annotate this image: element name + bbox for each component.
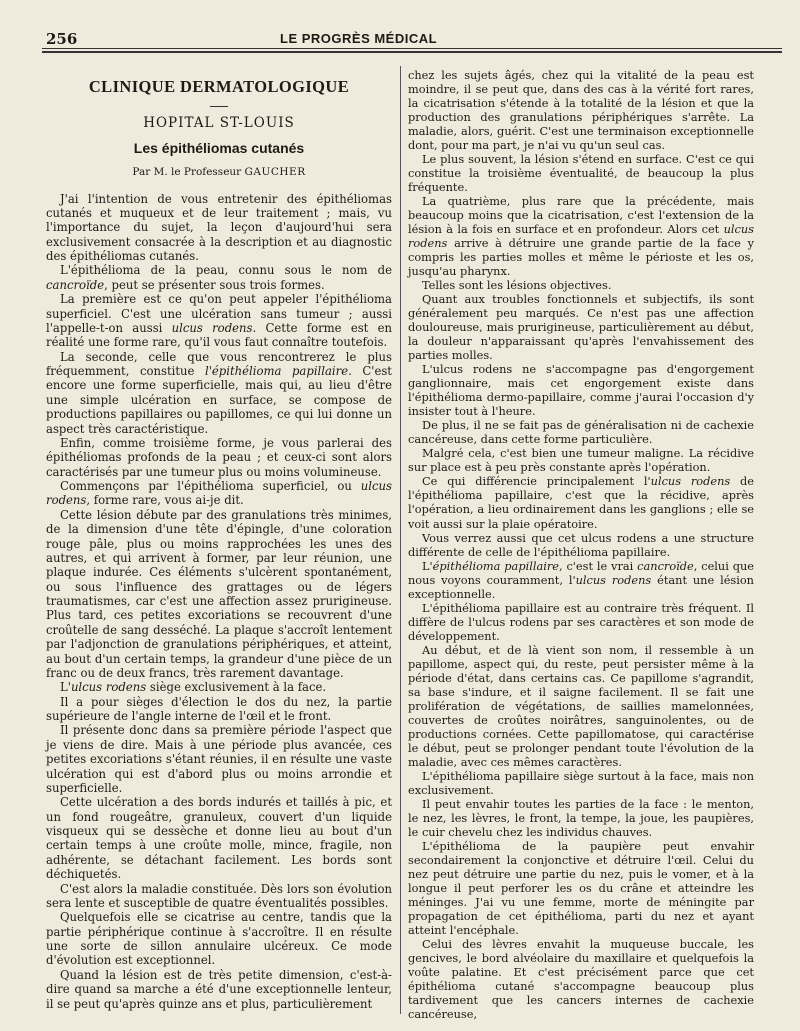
paragraph bbox=[46, 292, 392, 350]
paragraph bbox=[46, 910, 392, 968]
paragraph-text: Malgré cela, c'est bien une tumeur maligne. La récidive sur place est à peu près constante après l'opération. bbox=[408, 446, 754, 475]
paragraph bbox=[408, 152, 754, 194]
page-number: 256 bbox=[46, 30, 78, 48]
italic-term: ulcus rodens bbox=[650, 474, 731, 489]
paragraph-text: de l'épithélioma papillaire, c'est que la récidive, après l'opération, a lieu ordinairement dans les ganglions ; elle se voit aussi sur la plaie opératoire. bbox=[408, 474, 754, 531]
paragraph-text: L' bbox=[422, 558, 433, 573]
italic-term: ulcus rodens bbox=[575, 572, 652, 587]
paragraph bbox=[408, 531, 754, 559]
title-separator bbox=[46, 98, 392, 108]
paragraph-text: Commençons par l'épithélioma superficiel, ou bbox=[60, 479, 361, 493]
paragraph bbox=[408, 446, 754, 474]
article-title: Les épithéliomas cutanés bbox=[133, 139, 305, 156]
right-column bbox=[408, 66, 754, 1021]
page-header bbox=[42, 28, 782, 54]
paragraph bbox=[46, 479, 392, 508]
left-column-body bbox=[46, 192, 392, 1011]
paragraph-text: , celui que nous voyons couramment, l' bbox=[408, 558, 754, 587]
italic-term: cancroïde bbox=[46, 277, 105, 292]
paragraph bbox=[46, 508, 392, 681]
paragraph bbox=[408, 278, 754, 292]
byline bbox=[46, 165, 392, 179]
paragraph-text: Enfin, comme troisième forme, je vous parlerai des épithéliomas profonds de la peau ; et ceux-ci sont alors caractérisés par une tumeur plus ou moins volumineuse. bbox=[46, 435, 392, 479]
byline-prefix: Par M. le Professeur bbox=[132, 166, 242, 179]
paragraph-text: Cette lésion débute par des granulations très minimes, de la dimension d'une tête d'épingle, d'une coloration rouge pâle, plus ou moins rapprochées les unes des autres, et qui arrivent à former, par leur réunion, une plaque indurée. Ces éléments s'ulcèrent spontanément, ou sous l'influence des grattages ou de légers traumatismes, car c'est une affection assez prurigineuse. Plus tard, ces petites excoriations se recouvrent d'une croûtelle de sang desséché. La plaque s'accroît lentement par l'adjonction de granulations périphériques, et atteint, au bout d'un certain temps, la grandeur d'une pièce de un franc ou de deux francs, très rarement davantage. bbox=[46, 507, 392, 680]
paragraph-text: La seconde, celle que vous rencontrerez le plus fréquemment, constitue bbox=[46, 349, 392, 378]
paragraph-text: L'épithélioma de la paupière peut envahir secondairement la conjonctive et détruire l'œil. Celui du nez peut détruire une partie du nez, puis le vomer, et à la longue il peut perforer les os du crâne et atteindre les méninges. J'ai vu une femme, morte de méningite par propagation de cet épithélioma, parti du nez et ayant atteint l'encéphale. bbox=[408, 838, 754, 937]
paragraph-text: Celui des lèvres envahit la muqueuse buccale, les gencives, le bord alvéolaire du maxillaire et quelquefois la voûte palatine. Et c'est précisément parce que cet épithélioma cutané s'accompagne beaucoup plus tardivement que les cancers internes de cachexie cancéreuse, bbox=[408, 936, 754, 1022]
paragraph bbox=[408, 643, 754, 769]
paragraph bbox=[46, 882, 392, 911]
paragraph bbox=[408, 194, 754, 278]
paragraph-text: Ce qui différencie principalement l' bbox=[422, 474, 651, 489]
hospital-name: HOPITAL ST-LOUIS bbox=[143, 115, 295, 132]
paragraph-text: arrive à détruire une grande partie de la face y compris les parties molles et même le périoste et les os, jusqu'au pharynx. bbox=[408, 236, 754, 279]
paragraph-text: , peut se présenter sous trois formes. bbox=[104, 277, 325, 292]
paragraph bbox=[46, 695, 392, 724]
italic-term: ulcus rodens bbox=[46, 479, 392, 508]
italic-term: ulcus rodens bbox=[70, 680, 147, 695]
paragraph bbox=[46, 436, 392, 479]
paragraph-text: L'ulcus rodens ne s'accompagne pas d'engorgement ganglionnaire, mais cet engorgement existe dans l'épithélioma dermo-papillaire, comme j'aurai l'occasion d'y insister tout à l'heure. bbox=[408, 362, 754, 419]
paragraph-text: Au début, et de là vient son nom, il ressemble à un papillome, aspect qui, du reste, peut persister même à la période d'état, dans certains cas. Ce papillome s'agrandit, sa base s'indure, et il saigne facilement. Il se fait une prolifération de végétations, de saillies mamelonnées, couvertes de croûtes noirâtres, sanguinolentes, ou de productions cornées. Cette papillomatose, qui caractérise le début, peut se prolonger pendant toute l'évolution de la maladie, avec ces mêmes caractères. bbox=[408, 642, 754, 769]
paragraph bbox=[408, 559, 754, 601]
header-rule bbox=[42, 48, 782, 49]
paragraph bbox=[46, 968, 392, 1011]
paragraph-text: Quand la lésion est de très petite dimension, c'est-à-dire quand sa marche a été d'une exceptionnelle lenteur, il se peut qu'après quinze ans et plus, particulièrement bbox=[46, 967, 392, 1011]
italic-term: l'épithélioma papillaire bbox=[204, 364, 349, 378]
section-title: CLINIQUE DERMATOLOGIQUE bbox=[88, 77, 350, 96]
paragraph-text: L' bbox=[60, 680, 71, 695]
journal-title: LE PROGRÈS MÉDICAL bbox=[280, 31, 438, 46]
paragraph-text: Cette ulcération a des bords indurés et taillés à pic, et un fond rougeâtre, granuleux, couvert d'un liquide visqueux qui se dessèche et donne lieu au bout d'un certain temps à une croûte molle, mince, fragile, non adhérente, se détachant facilement. Les bords sont déchiquetés. bbox=[46, 795, 392, 882]
header-rule-double bbox=[42, 51, 782, 53]
paragraph bbox=[46, 350, 392, 436]
paragraph bbox=[408, 839, 754, 937]
paragraph bbox=[46, 795, 392, 881]
italic-term: épithélioma papillaire bbox=[432, 558, 559, 573]
paragraph-text: , forme rare, vous ai-je dit. bbox=[86, 493, 244, 508]
paragraph bbox=[408, 797, 754, 839]
paragraph-text: étant une lésion exceptionnelle. bbox=[408, 572, 754, 601]
paragraph-text: . Cette forme est en réalité une forme rare, qu'il vous faut connaître toutefois. bbox=[46, 320, 392, 350]
paragraph bbox=[408, 474, 754, 530]
paragraph bbox=[408, 292, 754, 362]
paragraph-text: L'épithélioma de la peau, connu sous le nom de bbox=[60, 263, 392, 278]
italic-term: ulcus rodens bbox=[408, 222, 754, 251]
paragraph-text: Le plus souvent, la lésion s'étend en surface. C'est ce qui constitue la troisième éventualité, de beaucoup la plus fréquente. bbox=[408, 152, 754, 195]
paragraph bbox=[408, 601, 754, 643]
italic-term: ulcus rodens bbox=[171, 320, 253, 335]
paragraph-text: L'épithélioma papillaire siège surtout à la face, mais non exclusivement. bbox=[408, 768, 754, 797]
italic-term: cancroïde bbox=[637, 558, 694, 573]
paragraph-text: Telles sont les lésions objectives. bbox=[422, 278, 612, 293]
paragraph bbox=[46, 192, 392, 264]
paragraph-text: De plus, il ne se fait pas de généralisation ni de cachexie cancéreuse, dans cette forme particulière. bbox=[408, 418, 754, 447]
paragraph bbox=[408, 418, 754, 446]
paragraph-text: . C'est encore une forme superficielle, mais qui, au lieu d'être une simple ulcération en surface, se compose de productions papillaires ou papillomes, ce qui lui donne un aspect très caractéristique. bbox=[46, 364, 392, 436]
paragraph bbox=[408, 362, 754, 418]
paragraph-text: Il peut envahir toutes les parties de la face : le menton, le nez, les lèvres, le front, la tempe, la joue, les paupières, le cuir chevelu chez les individus chauves. bbox=[408, 796, 754, 839]
paragraph-text: La quatrième, plus rare que la précédente, mais beaucoup moins que la cicatrisation, c'est l'extension de la lésion à la fois en surface et en profondeur. Alors cet bbox=[408, 194, 754, 237]
paragraph bbox=[408, 68, 754, 152]
paragraph bbox=[408, 769, 754, 797]
paragraph bbox=[46, 680, 392, 694]
paragraph-text: La première est ce qu'on peut appeler l'épithélioma superficiel. C'est une ulcération sans tumeur ; aussi l'appelle-t-on aussi bbox=[46, 292, 392, 335]
right-column-body bbox=[408, 68, 754, 1021]
column-divider bbox=[400, 66, 401, 1014]
paragraph-text: Vous verrez aussi que cet ulcus rodens a une structure différente de celle de l'épithélioma papillaire. bbox=[408, 530, 754, 559]
paragraph bbox=[46, 263, 392, 292]
paragraph-text: L'épithélioma papillaire est au contraire très fréquent. Il diffère de l'ulcus rodens par ses caractères et son mode de développement. bbox=[408, 600, 754, 643]
paragraph-text: Il présente donc dans sa première période l'aspect que je viens de dire. Mais à une période plus avancée, ces petites excoriations s'étant réunies, il en résulte une vaste ulcération qui est d'abord plus ou moins arrondie et superficielle. bbox=[46, 723, 392, 795]
paragraph-text: C'est alors la maladie constituée. Dès lors son évolution sera lente et susceptible de quatre éventualités possibles. bbox=[46, 881, 392, 910]
paragraph bbox=[408, 937, 754, 1021]
paragraph-text: J'ai l'intention de vous entretenir des épithéliomas cutanés et muqueux et de leur traitement ; mais, vu l'importance du sujet, la leçon d'aujourd'hui sera exclusivement consacrée à la description et au diagnostic des épithéliomas cutanés. bbox=[46, 191, 392, 263]
paragraph bbox=[46, 723, 392, 795]
author-name: GAUCHER bbox=[244, 166, 306, 179]
paragraph-text: Quant aux troubles fonctionnels et subjectifs, ils sont généralement peu marqués. Ce n'est pas une affection douloureuse, mais prurigineuse, particulièrement au début, la douleur n'apparaissant qu'après l'envahissement des parties molles. bbox=[408, 292, 754, 363]
paragraph-text: , c'est le vrai bbox=[559, 558, 638, 573]
paragraph-text: siège exclusivement à la face. bbox=[146, 680, 327, 695]
paragraph-text: chez les sujets âgés, chez qui la vitalité de la peau est moindre, il se peut que, dans des cas à la vérité fort rares, la cicatrisation s'étende à la totalité de la lésion et que la production des granulations périphériques s'arrête. La maladie, alors, guérit. C'est une terminaison exceptionnelle dont, pour ma part, je n'ai vu qu'un seul cas. bbox=[408, 68, 754, 153]
paragraph-text: Quelquefois elle se cicatrise au centre, tandis que la partie périphérique continue à s'accroître. Il en résulte une sorte de sillon annulaire ulcéreux. Ce mode d'évolution est exceptionnel. bbox=[46, 910, 392, 968]
paragraph-text: Il a pour sièges d'élection le dos du nez, la partie supérieure de l'angle interne de l'œil et le front. bbox=[46, 694, 392, 723]
left-column bbox=[46, 66, 392, 1011]
